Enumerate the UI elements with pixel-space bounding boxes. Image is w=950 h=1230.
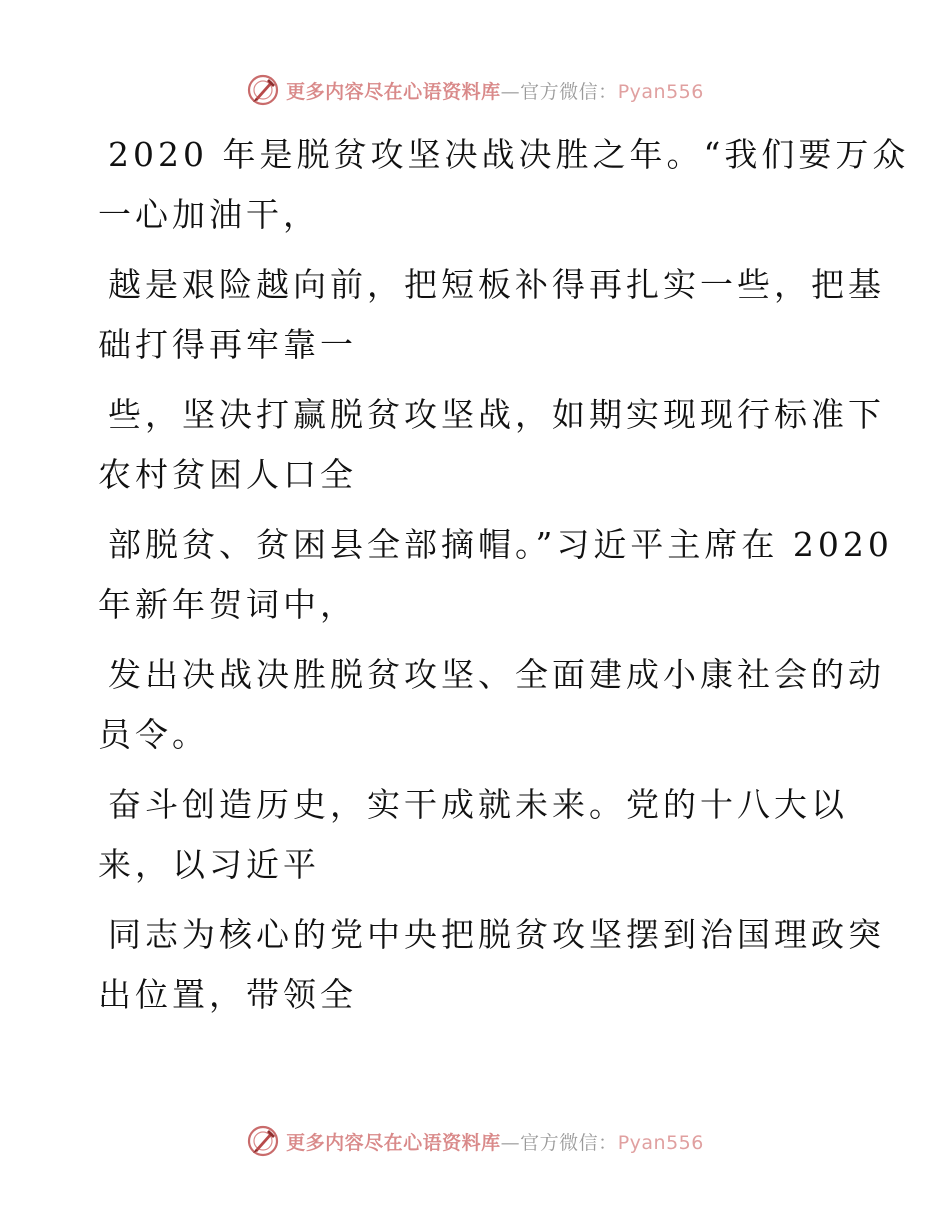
watermark-wechat-id: Pyan556: [617, 80, 704, 103]
paragraph-line: 部脱贫、贫困县全部摘帽。”习近平主席在 2020: [108, 525, 893, 564]
paragraph: [98, 515, 893, 635]
paragraph: [98, 385, 885, 505]
paragraph-line: 越是艰险越向前，把短板补得再扎实一些，把基: [108, 265, 885, 304]
watermark-site-text: 更多内容尽在心语资料库: [286, 1131, 501, 1154]
watermark-group: [246, 1124, 704, 1158]
paragraph-line: 年新年贺词中，: [98, 585, 357, 624]
paragraph-line: 同志为核心的党中央把脱贫攻坚摆到治国理政突: [108, 915, 885, 954]
paragraph-line: 2020 年是脱贫攻坚决战决胜之年。“我们要万众: [108, 135, 910, 174]
watermark-wechat-label: 官方微信：: [520, 80, 618, 103]
watermark-dash: —: [500, 80, 521, 103]
paragraph-line: 出位置，带领全: [98, 975, 357, 1014]
paragraph-line: 些，坚决打赢脱贫攻坚战，如期实现现行标准下: [108, 395, 885, 434]
paragraph: [98, 255, 885, 375]
watermark-group: [246, 73, 704, 107]
quill-pen-logo-icon: [246, 1124, 280, 1158]
paragraph-line: 员令。: [98, 715, 209, 754]
footer-watermark: [0, 1121, 950, 1161]
watermark-wechat-label: 官方微信：: [520, 1131, 618, 1154]
paragraph-line: 一心加油干，: [98, 195, 320, 234]
watermark-dash: —: [500, 1131, 521, 1154]
document-body: [98, 125, 910, 1035]
paragraph: [98, 905, 885, 1025]
header-watermark: [0, 70, 950, 110]
paragraph-line: 发出决战决胜脱贫攻坚、全面建成小康社会的动: [108, 655, 885, 694]
paragraph-line: 来，以习近平: [98, 845, 320, 884]
watermark-text: [286, 1128, 704, 1155]
quill-pen-logo-icon: [246, 73, 280, 107]
watermark-wechat-id: Pyan556: [617, 1131, 704, 1154]
paragraph: [98, 125, 910, 245]
watermark-text: [286, 77, 704, 104]
paragraph: [98, 645, 885, 765]
paragraph-line: 奋斗创造历史，实干成就未来。党的十八大以: [108, 785, 848, 824]
paragraph: [98, 775, 858, 895]
paragraph-line: 础打得再牢靠一: [98, 325, 357, 364]
watermark-site-text: 更多内容尽在心语资料库: [286, 80, 501, 103]
paragraph-line: 农村贫困人口全: [98, 455, 357, 494]
